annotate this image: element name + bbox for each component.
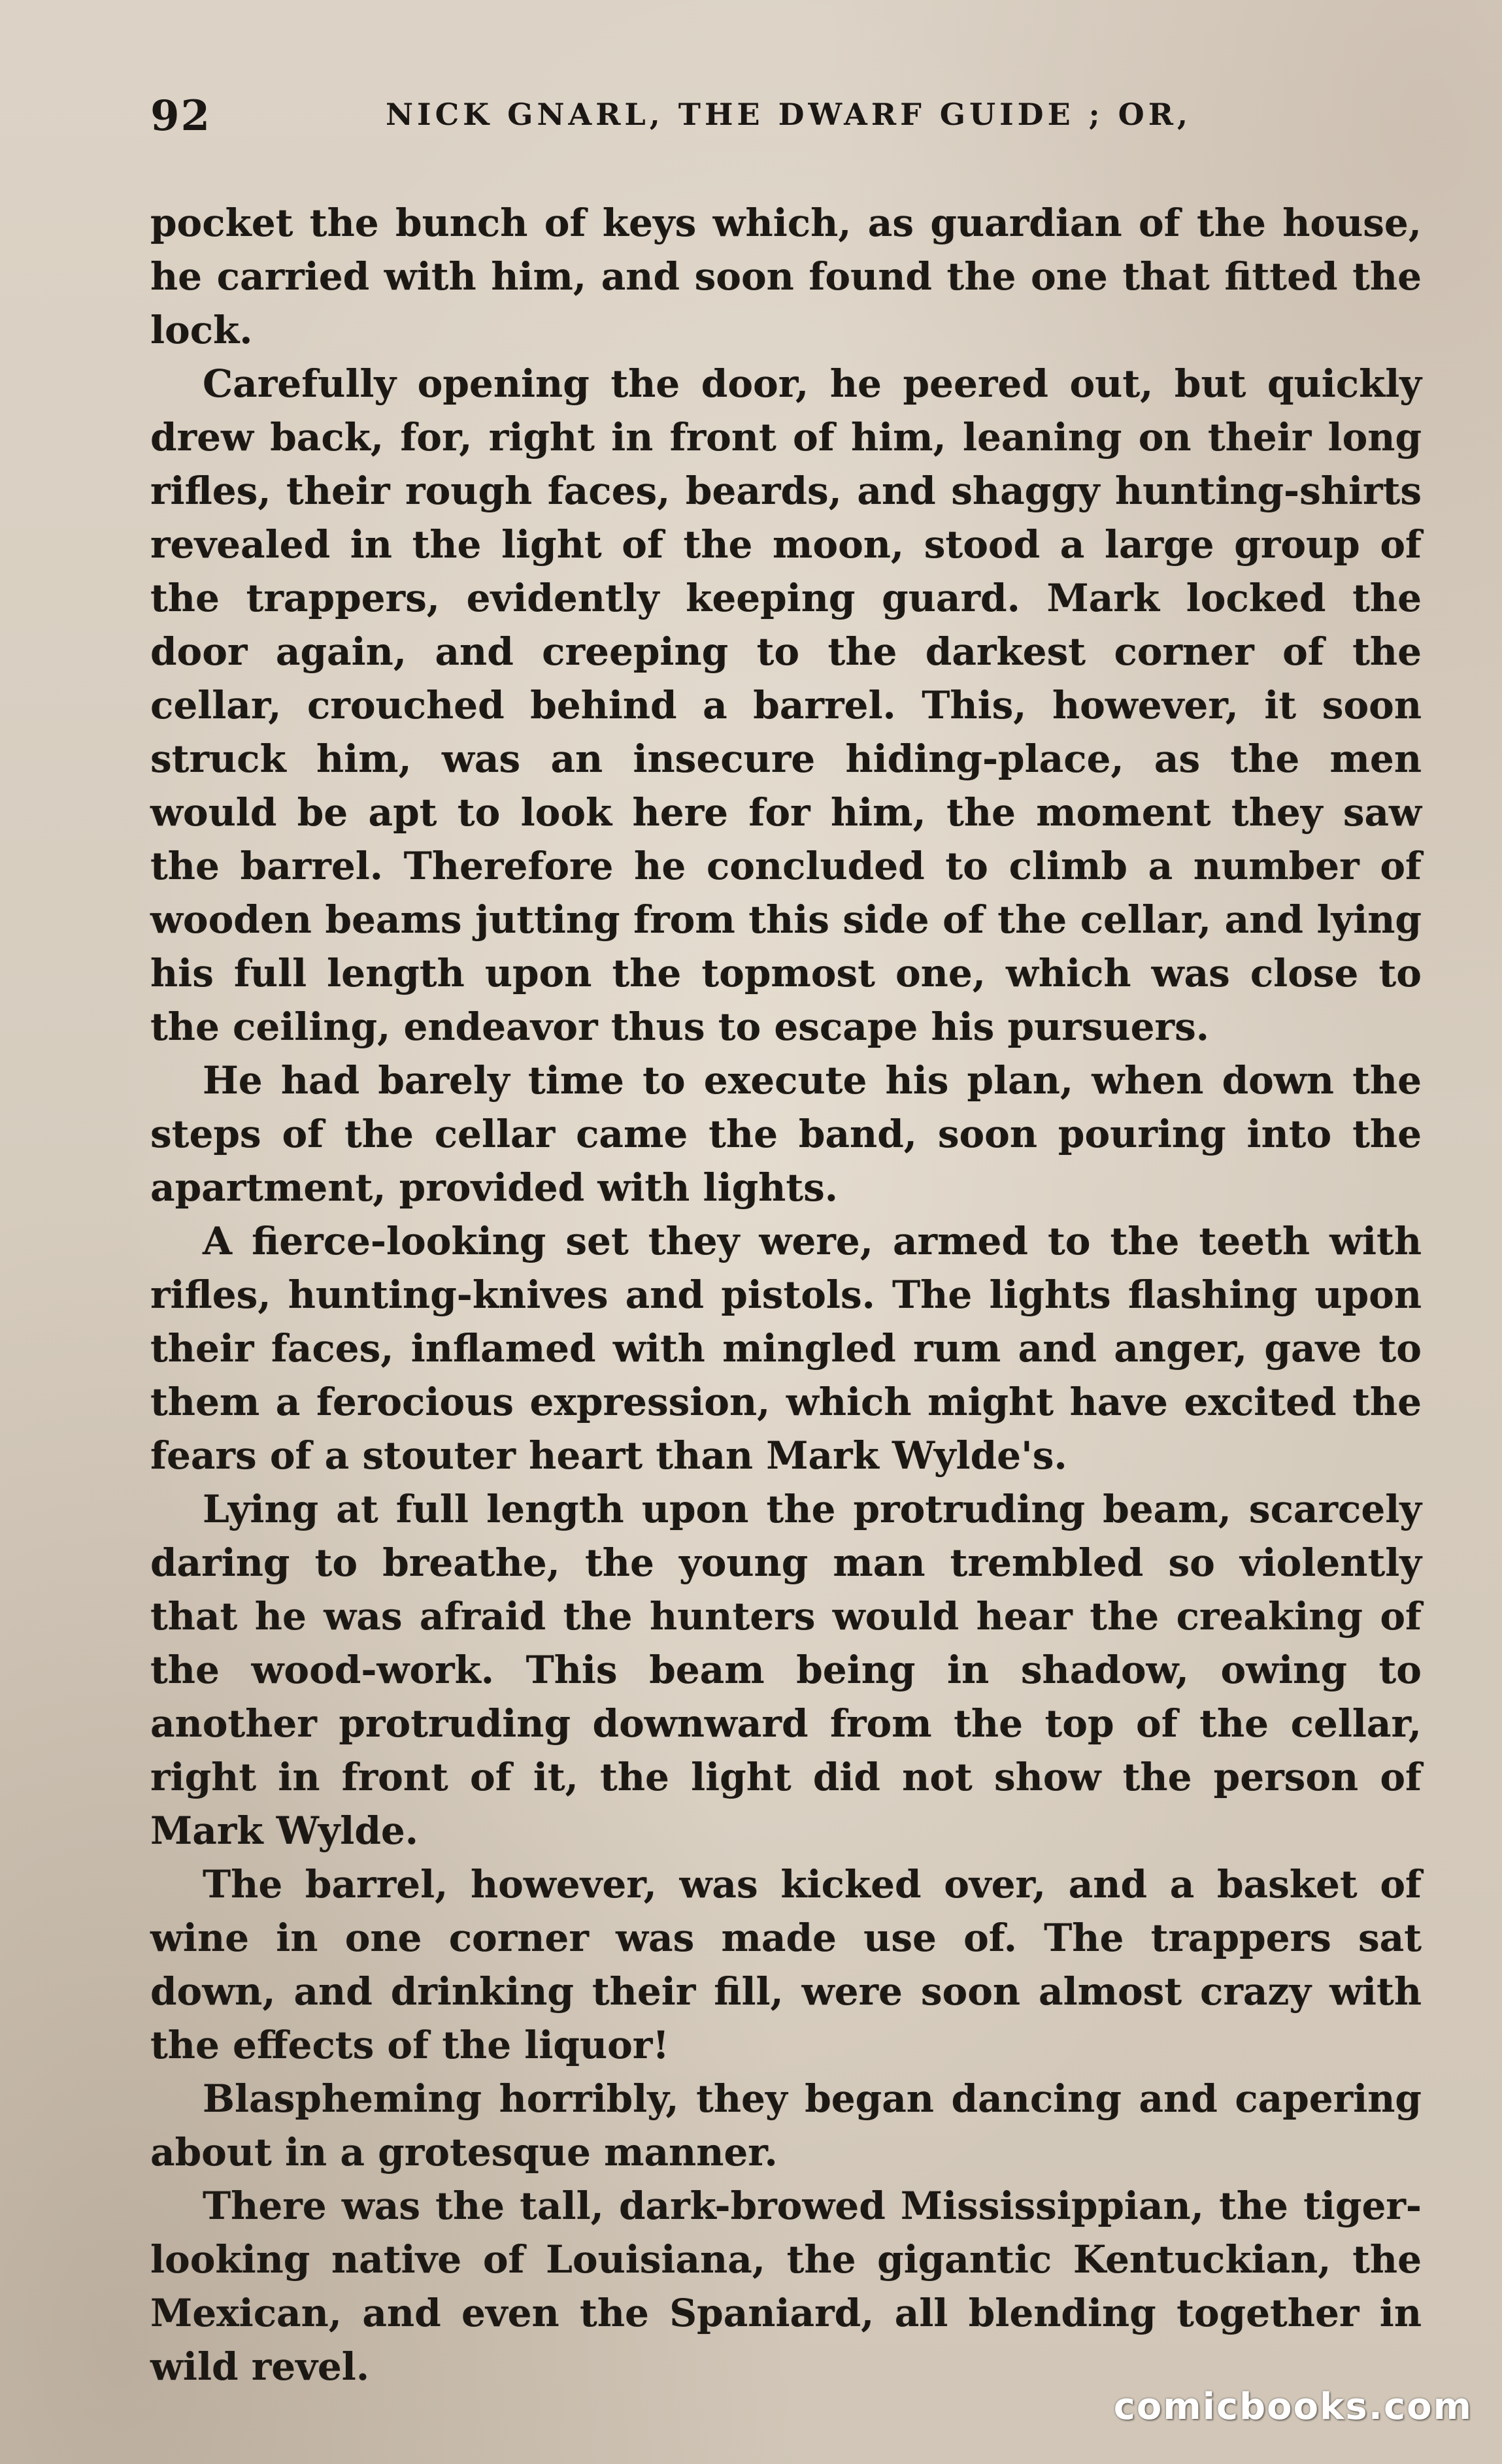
paragraph-4: A fierce-looking set they were, armed to the teeth with rifles, hunting-knives and pistols. The lights flashing upon their faces, inflamed with mingled rum and anger, gave to them a ferocious expression, which might have excited the fears of a stouter heart than Mark Wylde's. [150,1219,1422,1478]
paragraph-1: pocket the bunch of keys which, as guardian of the house, he carried with him, and soon found the one that fitted the lock. [150,201,1422,352]
paragraph-5: Lying at full length upon the protruding beam, scarcely daring to breathe, the young man trembled so violently that he was afraid the hunters would hear the creaking of the wood-work. This beam being in shadow, owing to another protruding downward from the top of the cellar, right in front of it, the light did not show the person of Mark Wylde. [150,1487,1422,1853]
paragraph-3: He had barely time to execute his plan, when down the steps of the cellar came the band, soon pouring into the apartment, provided with lights. [150,1058,1422,1210]
running-head [150,92,1404,144]
watermark: comicbooks.com [1113,2386,1473,2428]
page-number: 92 [150,92,212,141]
paragraph-6: The barrel, however, was kicked over, and a basket of wine in one corner was made use of. The trappers sat down, and drinking their fill, were soon almost crazy with the effects of the liquor! [150,1862,1422,2067]
paragraph-8: There was the tall, dark-browed Mississippian, the tiger-looking native of Louisiana, the gigantic Kentuckian, the Mexican, and even the Spaniard, all blending together in wild revel. [150,2184,1422,2389]
paragraph-2: Carefully opening the door, he peered out, but quickly drew back, for, right in front of him, leaning on their long rifles, their rough faces, beards, and shaggy hunting-shirts revealed in the light of the moon, stood a large group of the trappers, evidently keeping guard. Mark locked the door again, and creeping to the darkest corner of the cellar, crouched behind a barrel. This, however, it soon struck him, was an insecure hiding-place, as the men would be apt to look here for him, the moment they saw the barrel. Therefore he concluded to climb a number of wooden beams jutting from this side of the cellar, and lying his full length upon the topmost one, which was close to the ceiling, endeavor thus to escape his pursuers. [150,361,1422,1049]
running-title: NICK GNARL, THE DWARF GUIDE ; OR, [386,97,1192,132]
body-text [150,196,1422,2393]
paragraph-7: Blaspheming horribly, they began dancing and capering about in a grotesque manner. [150,2076,1422,2174]
